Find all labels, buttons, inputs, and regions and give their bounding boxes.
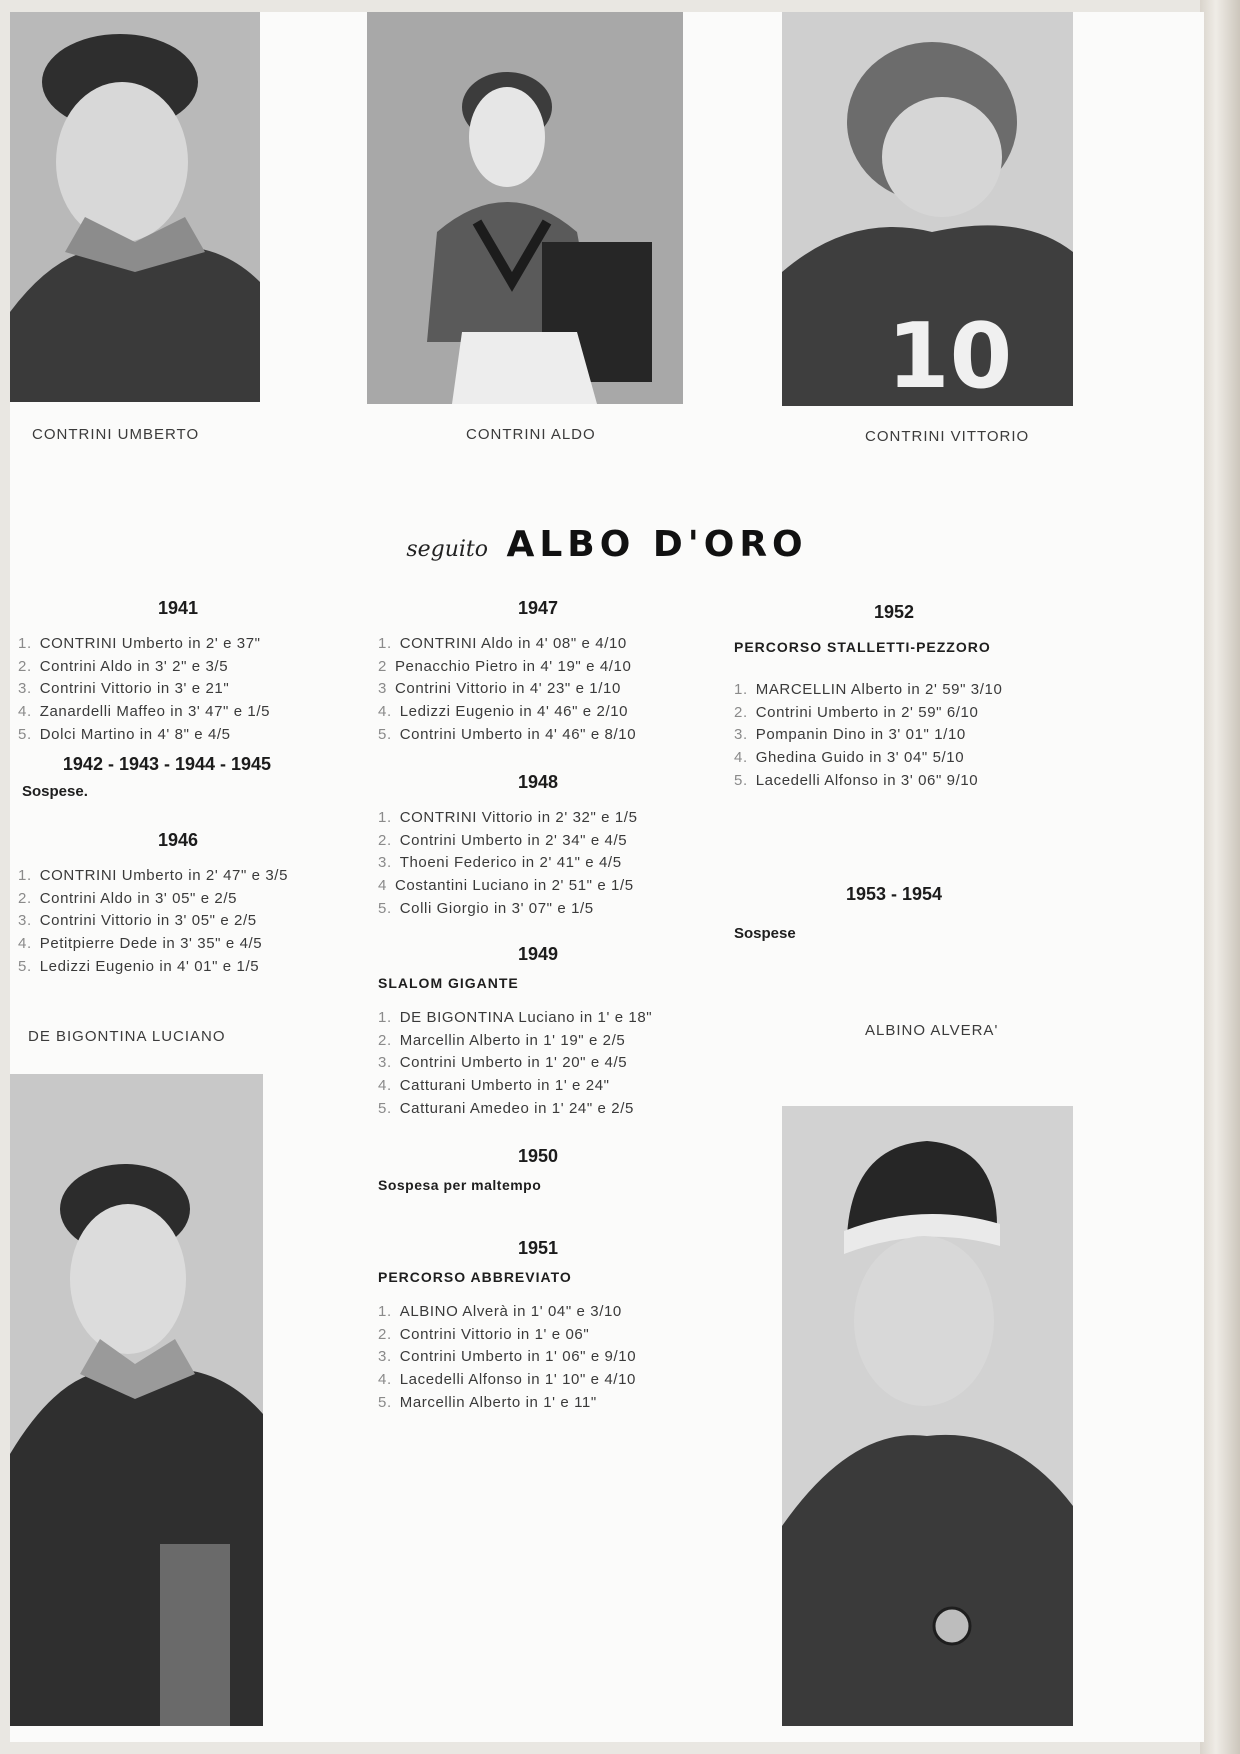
year-heading: 1947: [517, 598, 559, 618]
list-item: 1. CONTRINI Umberto in 2' e 37": [18, 635, 261, 652]
list-item: 5. Colli Giorgio in 3' 07" e 1/5: [378, 899, 594, 917]
list-item: 2. Contrini Umberto in 2' 59" 6/10: [734, 703, 979, 721]
list-item: 1. DE BIGONTINA Luciano in 1' e 18": [378, 1009, 653, 1026]
photo-contrini-vittorio: [782, 12, 1073, 406]
caption-de-bigontina-luciano: DE BIGONTINA LUCIANO: [28, 1028, 226, 1045]
list-item: 3. Contrini Vittorio in 3' 05" e 2/5: [18, 912, 257, 930]
results-list: [378, 807, 738, 921]
list-item: 5. Lacedelli Alfonso in 3' 06" 9/10: [734, 771, 979, 789]
year-heading: 1950: [517, 1146, 559, 1166]
caption-contrini-umberto: CONTRINI UMBERTO: [32, 426, 200, 443]
year-heading: 1951: [517, 1238, 559, 1258]
photo-contrini-umberto: [10, 12, 260, 402]
page-title: [10, 524, 1204, 565]
year-heading: 1953 - 1954: [845, 884, 943, 904]
section-1949: [378, 944, 738, 1121]
results-list: [378, 1007, 738, 1121]
section-subtitle: PERCORSO STALLETTI-PEZZORO: [734, 639, 991, 655]
list-item: 3. Thoeni Federico in 2' 41" e 4/5: [378, 854, 622, 872]
list-item: 1. MARCELLIN Alberto in 2' 59" 3/10: [734, 681, 1003, 698]
title-prefix: seguito: [406, 537, 488, 562]
list-item: 4. Ledizzi Eugenio in 4' 46" e 2/10: [378, 703, 629, 721]
section-subtitle: SLALOM GIGANTE: [378, 975, 519, 991]
list-item: 3. Contrini Vittorio in 3' e 21": [18, 680, 230, 698]
list-item: 2. Contrini Aldo in 3' 05" e 2/5: [18, 889, 238, 907]
section-1946: [18, 830, 378, 979]
section-1941: [18, 598, 378, 747]
photo-contrini-aldo: [367, 12, 683, 404]
list-item: 2. Contrini Umberto in 2' 34" e 4/5: [378, 831, 628, 849]
list-item: 5. Ledizzi Eugenio in 4' 01" e 1/5: [18, 957, 260, 975]
results-list: [378, 1301, 738, 1415]
section-1942-1945: [22, 754, 382, 800]
list-item: 4. Petitpierre Dede in 3' 35" e 4/5: [18, 935, 263, 953]
year-heading: 1952: [873, 602, 915, 622]
list-item: 3. Contrini Umberto in 1' 20" e 4/5: [378, 1054, 628, 1072]
list-item: 3. Contrini Umberto in 1' 06" e 9/10: [378, 1348, 637, 1366]
list-item: 3 Contrini Vittorio in 4' 23" e 1/10: [378, 680, 621, 698]
caption-contrini-vittorio: CONTRINI VITTORIO: [865, 428, 1030, 445]
year-heading: 1948: [517, 772, 559, 792]
year-heading: 1942 - 1943 - 1944 - 1945: [62, 754, 272, 774]
list-item: 2. Contrini Vittorio in 1' e 06": [378, 1325, 590, 1343]
suspended-note: Sospese: [734, 925, 796, 942]
results-list: [18, 865, 378, 979]
caption-contrini-aldo: CONTRINI ALDO: [466, 426, 596, 443]
list-item: 4. Lacedelli Alfonso in 1' 10" e 4/10: [378, 1371, 636, 1389]
year-heading: 1946: [157, 830, 199, 850]
section-1948: [378, 772, 738, 921]
section-1947: [378, 598, 738, 747]
list-item: 4 Costantini Luciano in 2' 51" e 1/5: [378, 877, 634, 895]
list-item: 4. Catturani Umberto in 1' e 24": [378, 1077, 610, 1095]
list-item: 5. Contrini Umberto in 4' 46" e 8/10: [378, 725, 637, 743]
list-item: 1. CONTRINI Umberto in 2' 47" e 3/5: [18, 867, 289, 884]
section-1953-1954: [734, 884, 1094, 942]
list-item: 5. Marcellin Alberto in 1' e 11": [378, 1393, 597, 1411]
list-item: 1. ALBINO Alverà in 1' 04" e 3/10: [378, 1303, 622, 1320]
photo-de-bigontina-luciano: [10, 1074, 263, 1726]
list-item: 1. CONTRINI Vittorio in 2' 32" e 1/5: [378, 809, 638, 826]
list-item: 4. Zanardelli Maffeo in 3' 47" e 1/5: [18, 703, 271, 721]
section-1951: [378, 1238, 738, 1415]
section-1952: [734, 602, 1094, 793]
list-item: 5. Catturani Amedeo in 1' 24" e 2/5: [378, 1099, 634, 1117]
section-subtitle: PERCORSO ABBREVIATO: [378, 1269, 572, 1285]
suspended-note: Sospese.: [22, 783, 88, 800]
results-list: [734, 679, 1094, 793]
page-edge: [1200, 0, 1240, 1754]
list-item: 2 Penacchio Pietro in 4' 19" e 4/10: [378, 657, 632, 675]
document-page: [10, 12, 1204, 1742]
results-list: [18, 633, 378, 747]
svg-text:10: 10: [887, 304, 1013, 406]
title-main: ALBO D'ORO: [506, 524, 808, 565]
year-heading: 1941: [157, 598, 199, 618]
section-1950: [378, 1146, 738, 1193]
list-item: 2. Marcellin Alberto in 1' 19" e 2/5: [378, 1031, 626, 1049]
suspended-note: Sospesa per maltempo: [378, 1177, 542, 1193]
list-item: 1. CONTRINI Aldo in 4' 08" e 4/10: [378, 635, 627, 652]
list-item: 4. Ghedina Guido in 3' 04" 5/10: [734, 749, 965, 767]
caption-albino-alvera: ALBINO ALVERA': [865, 1022, 999, 1039]
results-list: [378, 633, 738, 747]
list-item: 5. Dolci Martino in 4' 8" e 4/5: [18, 725, 231, 743]
photo-albino-alvera: [782, 1106, 1073, 1726]
year-heading: 1949: [517, 944, 559, 964]
list-item: 3. Pompanin Dino in 3' 01" 1/10: [734, 726, 966, 744]
list-item: 2. Contrini Aldo in 3' 2" e 3/5: [18, 657, 229, 675]
